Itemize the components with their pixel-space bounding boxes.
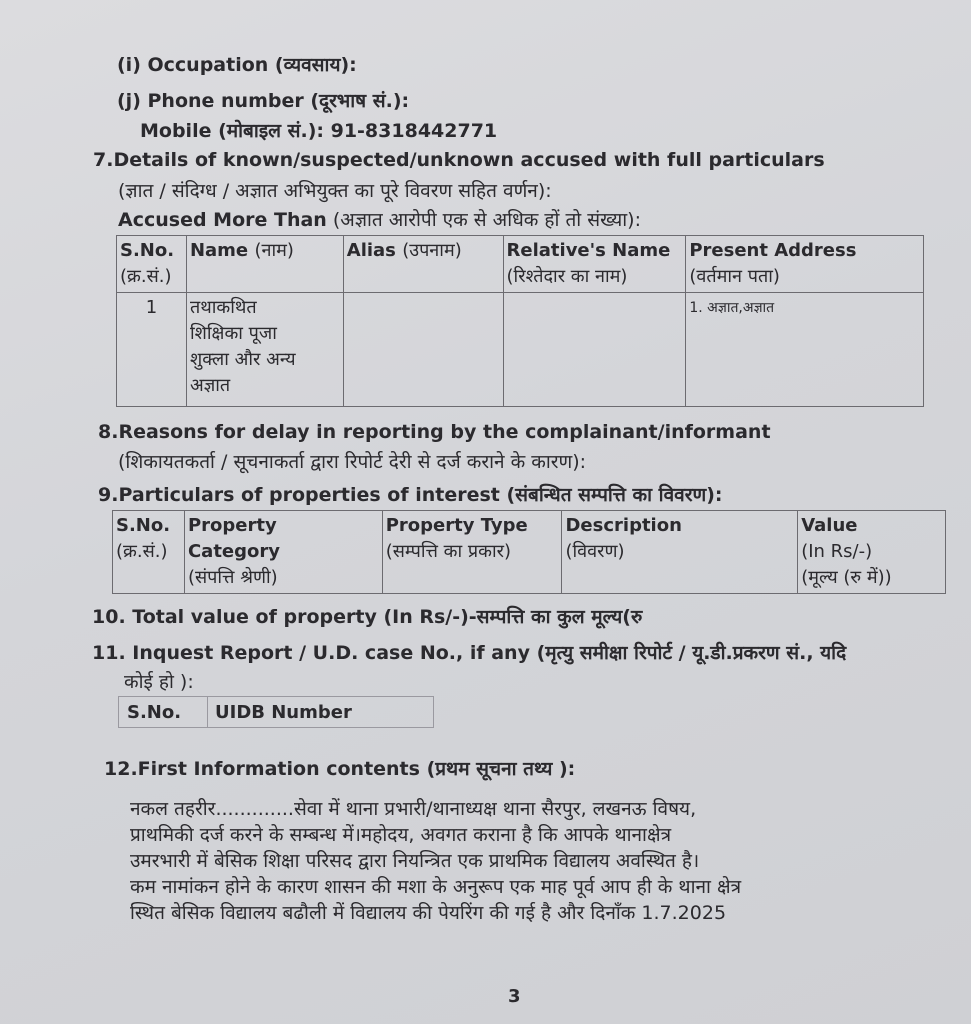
col-address-hi: (वर्तमान पता) [689, 266, 780, 287]
section-8-heading-hindi: (शिकायतकर्ता / सूचनाकर्ता द्वारा रिपोर्ट देरी से दर्ज कराने के कारण): [118, 451, 587, 473]
accused-alias [343, 293, 503, 407]
col-name-hi: (नाम) [254, 240, 294, 261]
accused-table [116, 235, 924, 407]
section-11-heading: 11. Inquest Report / U.D. case No., if any (मृत्यु समीक्षा रिपोर्ट / यू.डी.प्रकरण सं., यदि [92, 642, 847, 664]
first-information-contents [130, 796, 870, 926]
section-7-heading-hindi: (ज्ञात / संदिग्ध / अज्ञात अभियुक्त का पूरे विवरण सहित वर्णन): [118, 180, 552, 202]
prop-col-category-en2: Category [187, 541, 280, 562]
fir-content-line: नकल तहरीर.............सेवा में थाना प्रभारी/थानाध्यक्ष थाना सैरपुर, लखनऊ विषय, [130, 798, 697, 820]
accused-name-line: अज्ञात [189, 375, 231, 396]
col-sno-en: S.No. [120, 240, 175, 261]
col-address-en: Present Address [689, 240, 857, 261]
prop-col-sno-en: S.No. [116, 515, 171, 536]
prop-col-type-hi: (सम्पत्ति का प्रकार) [385, 541, 512, 562]
col-alias-hi: (उपनाम) [402, 240, 462, 261]
col-relative-en: Relative's Name [506, 240, 671, 261]
section-11-heading-cont: कोई हो ): [124, 671, 194, 693]
accused-name [186, 293, 343, 407]
prop-col-sno-hi: (क्र.सं.) [116, 541, 168, 562]
property-table [112, 510, 946, 594]
accused-more-than-hi: (अज्ञात आरोपी एक से अधिक हों तो संख्या): [332, 209, 641, 231]
col-address [686, 236, 924, 293]
phone-label: (j) Phone number (दूरभाष सं.): [117, 90, 410, 112]
accused-sno: 1 [117, 293, 187, 407]
prop-col-type-en: Property Type [385, 515, 528, 536]
col-alias [343, 236, 503, 293]
prop-col-description [562, 511, 798, 594]
prop-col-type [382, 511, 562, 594]
fir-content-line: कम नामांकन होने के कारण शासन की मशा के अनुरूप एक माह पूर्व आप ही के थाना क्षेत्र [130, 876, 742, 898]
mobile-number: Mobile (मोबाइल सं.): 91-8318442771 [140, 120, 498, 142]
col-name-en: Name [189, 240, 249, 261]
accused-table-header [117, 236, 924, 293]
section-12-heading: 12.First Information contents (प्रथम सूचना तथ्य ): [104, 758, 576, 780]
uidb-sno-label: S.No. [127, 702, 182, 723]
accused-name-line: शिक्षिका पूजा [189, 323, 277, 344]
uidb-divider [207, 697, 208, 727]
section-8-heading: 8.Reasons for delay in reporting by the complainant/informant [98, 421, 771, 443]
col-alias-en: Alias [346, 240, 396, 261]
prop-col-value-en: Value [801, 515, 858, 536]
page-number: 3 [508, 986, 521, 1007]
accused-more-than [118, 209, 641, 231]
fir-content-line: स्थित बेसिक विद्यालय बढौली में विद्यालय की पेयरिंग की गई है और दिनाँक 1.7.2025 [130, 902, 727, 924]
prop-col-category [184, 511, 382, 594]
accused-relative [503, 293, 686, 407]
col-name [186, 236, 343, 293]
prop-col-value [798, 511, 946, 594]
prop-col-category-en1: Property [187, 515, 277, 536]
col-relative-hi: (रिश्तेदार का नाम) [506, 266, 628, 287]
prop-col-description-en: Description [565, 515, 682, 536]
fir-content-line: उमरभारी में बेसिक शिक्षा परिसद द्वारा नियन्त्रित एक प्राथमिक विद्यालय अवस्थित है। [130, 850, 700, 872]
occupation-label: (i) Occupation (व्यवसाय): [117, 54, 357, 76]
col-sno [117, 236, 187, 293]
accused-name-line: तथाकथित [189, 297, 257, 318]
property-table-header [113, 511, 946, 594]
accused-address: 1. अज्ञात,अज्ञात [686, 293, 924, 407]
section-9-heading: 9.Particulars of properties of interest (संबन्धित सम्पत्ति का विवरण): [98, 484, 723, 506]
col-sno-hi: (क्र.सं.) [120, 266, 172, 287]
prop-col-sno [113, 511, 185, 594]
table-row [117, 293, 924, 407]
prop-col-value-unit: (In Rs/-) [801, 541, 873, 562]
section-7-heading: 7.Details of known/suspected/unknown accused with full particulars [93, 149, 825, 171]
uidb-number-label: UIDB Number [215, 702, 352, 723]
prop-col-value-hi: (मूल्य (रु में)) [801, 567, 892, 588]
fir-content-line: प्राथमिकी दर्ज करने के सम्बन्ध में।महोदय, अवगत कराना है कि आपके थानाक्षेत्र [130, 824, 672, 846]
accused-more-than-en: Accused More Than [118, 209, 327, 231]
section-10-total-value: 10. Total value of property (In Rs/-)-सम्पत्ति का कुल मूल्य(रु [92, 606, 643, 628]
col-relative [503, 236, 686, 293]
accused-name-line: शुक्ला और अन्य [189, 349, 296, 370]
uidb-table [118, 696, 434, 728]
prop-col-category-hi: (संपत्ति श्रेणी) [187, 567, 278, 588]
prop-col-description-hi: (विवरण) [565, 541, 625, 562]
